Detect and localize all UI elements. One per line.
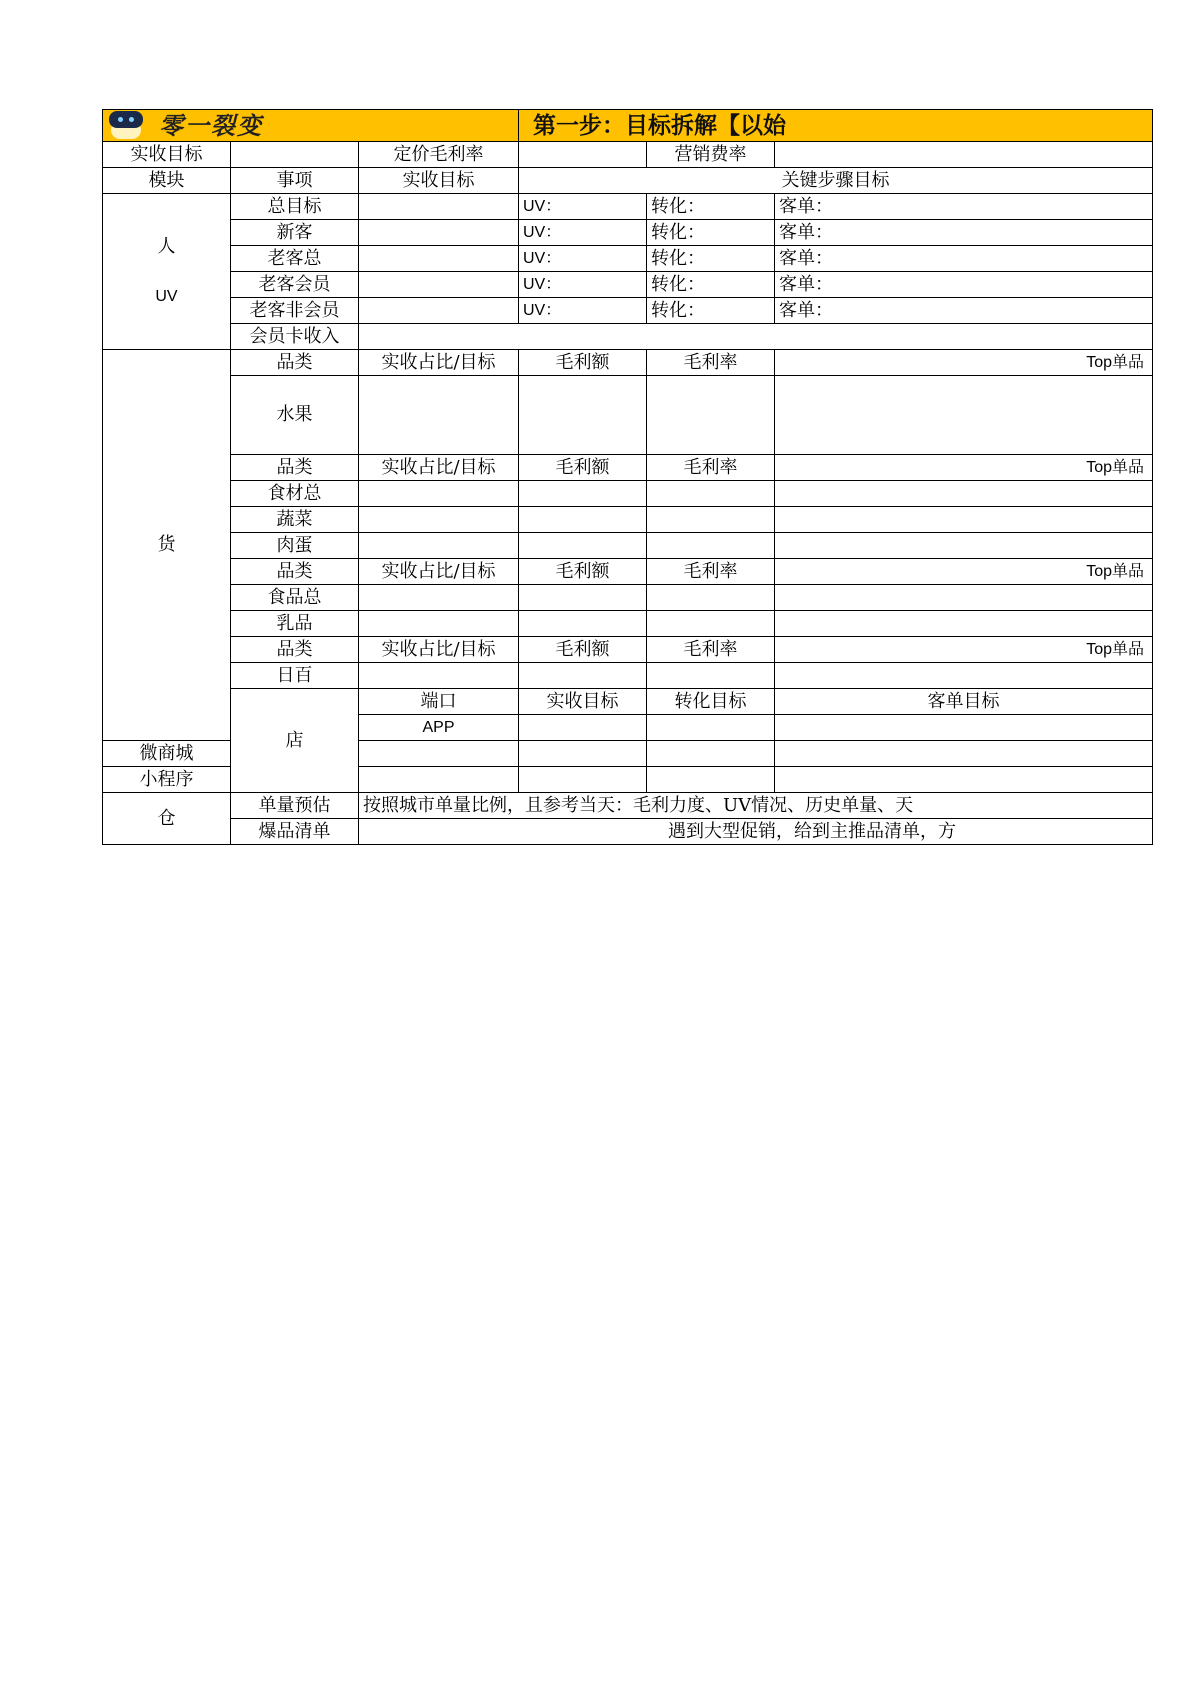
uv-cell[interactable]: UV： xyxy=(519,220,647,246)
robot-logo-icon xyxy=(107,111,147,141)
cell-value[interactable] xyxy=(775,481,1153,507)
table-row xyxy=(103,455,1153,481)
banner-row xyxy=(103,110,1153,142)
col-header: 毛利额 xyxy=(519,637,647,663)
cell-value[interactable] xyxy=(519,481,647,507)
item-label: 爆品清单 xyxy=(231,819,359,845)
table-row xyxy=(103,689,1153,715)
cell-value[interactable] xyxy=(647,533,775,559)
table-row xyxy=(103,793,1153,819)
uv-cell[interactable]: UV： xyxy=(519,298,647,324)
cell-value[interactable] xyxy=(519,376,647,455)
cell-value[interactable] xyxy=(359,585,519,611)
table-row xyxy=(103,585,1153,611)
item-label: 水果 xyxy=(231,376,359,455)
cell-value[interactable] xyxy=(775,663,1153,689)
cell-value[interactable] xyxy=(775,533,1153,559)
table-row xyxy=(103,272,1153,298)
module-people xyxy=(103,194,231,350)
cell-value[interactable] xyxy=(647,741,775,767)
item-label: 老客非会员 xyxy=(231,298,359,324)
header-row xyxy=(103,168,1153,194)
forecast-text: 按照城市单量比例，且参考当天：毛利力度、UV情况、历史单量、天 xyxy=(359,793,1153,819)
cell-value[interactable] xyxy=(359,533,519,559)
item-label: 总目标 xyxy=(231,194,359,220)
col-header: 毛利率 xyxy=(647,637,775,663)
cell-value[interactable] xyxy=(775,507,1153,533)
aov-cell[interactable]: 客单： xyxy=(775,194,1153,220)
col-header: 品类 xyxy=(231,350,359,376)
brand-name: 零一裂变 xyxy=(159,110,263,140)
uv-cell[interactable]: UV： xyxy=(519,272,647,298)
header-cell: 事项 xyxy=(231,168,359,194)
uv-cell[interactable]: UV： xyxy=(519,246,647,272)
item-label: 老客总 xyxy=(231,246,359,272)
cell-value[interactable] xyxy=(519,663,647,689)
col-header: 品类 xyxy=(231,637,359,663)
aov-cell[interactable]: 客单： xyxy=(775,298,1153,324)
cell-value[interactable] xyxy=(775,715,1153,741)
cell-value[interactable] xyxy=(775,767,1153,793)
cell-value[interactable] xyxy=(519,507,647,533)
module-goods: 货 xyxy=(103,350,231,741)
col-header: 实收占比/目标 xyxy=(359,559,519,585)
col-header: 品类 xyxy=(231,559,359,585)
cell-value[interactable] xyxy=(359,741,519,767)
conv-cell[interactable]: 转化： xyxy=(647,194,775,220)
cell-value[interactable] xyxy=(775,585,1153,611)
table-row xyxy=(103,350,1153,376)
cell-value[interactable] xyxy=(359,663,519,689)
cell-value[interactable] xyxy=(359,767,519,793)
cell-value[interactable] xyxy=(775,142,1153,168)
cell-value[interactable] xyxy=(359,481,519,507)
table-row xyxy=(103,533,1153,559)
col-header: 毛利率 xyxy=(647,559,775,585)
cell-value[interactable] xyxy=(647,767,775,793)
cell-value[interactable] xyxy=(359,246,519,272)
table-row xyxy=(103,481,1153,507)
cell-value[interactable] xyxy=(647,663,775,689)
step-title: 第一步：目标拆解【以始 xyxy=(519,110,1153,142)
target-breakdown-table xyxy=(102,109,1153,845)
module-sublabel: UV xyxy=(155,287,178,305)
item-label: 单量预估 xyxy=(231,793,359,819)
table-row xyxy=(103,663,1153,689)
target-row xyxy=(103,142,1153,168)
conv-cell[interactable]: 转化： xyxy=(647,246,775,272)
col-header: 转化目标 xyxy=(647,689,775,715)
cell-value[interactable] xyxy=(775,376,1153,455)
cell-value[interactable] xyxy=(359,194,519,220)
cell-label: 实收目标 xyxy=(103,142,231,168)
table-row xyxy=(103,324,1153,350)
col-header: Top单品 xyxy=(775,637,1153,663)
cell-value[interactable] xyxy=(359,298,519,324)
header-cell: 关键步骤目标 xyxy=(519,168,1153,194)
channel-label: APP xyxy=(359,715,519,741)
cell-value[interactable] xyxy=(647,611,775,637)
cell-value[interactable] xyxy=(519,767,647,793)
module-warehouse: 仓 xyxy=(103,793,231,845)
col-header: Top单品 xyxy=(775,455,1153,481)
col-header: 毛利率 xyxy=(647,455,775,481)
channel-label: 微商城 xyxy=(103,741,231,767)
col-header: 客单目标 xyxy=(775,689,1153,715)
cell-value[interactable] xyxy=(359,611,519,637)
cell-value[interactable] xyxy=(231,142,359,168)
conv-cell[interactable]: 转化： xyxy=(647,220,775,246)
item-label: 蔬菜 xyxy=(231,507,359,533)
table-row xyxy=(103,376,1153,455)
col-header: 品类 xyxy=(231,455,359,481)
item-label: 乳品 xyxy=(231,611,359,637)
item-label: 新客 xyxy=(231,220,359,246)
table-row xyxy=(103,298,1153,324)
col-header: 毛利额 xyxy=(519,455,647,481)
col-header: 实收目标 xyxy=(519,689,647,715)
item-label: 肉蛋 xyxy=(231,533,359,559)
module-label: 人 xyxy=(157,235,176,257)
cell-value[interactable] xyxy=(775,741,1153,767)
table-row xyxy=(103,819,1153,845)
cell-label: 定价毛利率 xyxy=(359,142,519,168)
cell-value[interactable] xyxy=(359,220,519,246)
item-label: 食材总 xyxy=(231,481,359,507)
cell-value[interactable] xyxy=(519,715,647,741)
item-label: 日百 xyxy=(231,663,359,689)
item-label: 会员卡收入 xyxy=(231,324,359,350)
cell-value[interactable] xyxy=(775,611,1153,637)
uv-cell[interactable]: UV： xyxy=(519,194,647,220)
cell-value[interactable] xyxy=(519,741,647,767)
cell-value[interactable] xyxy=(359,376,519,455)
table-row xyxy=(103,611,1153,637)
col-header: 端口 xyxy=(359,689,519,715)
cell-value[interactable] xyxy=(519,611,647,637)
col-header: 实收占比/目标 xyxy=(359,637,519,663)
aov-cell[interactable]: 客单： xyxy=(775,246,1153,272)
hot-list-text: 遇到大型促销，给到主推品清单，方 xyxy=(359,819,1153,845)
cell-value[interactable] xyxy=(519,585,647,611)
col-header: 实收占比/目标 xyxy=(359,350,519,376)
module-store: 店 xyxy=(231,689,359,793)
table-row xyxy=(103,220,1153,246)
cell-value[interactable] xyxy=(359,272,519,298)
col-header: 毛利额 xyxy=(519,559,647,585)
col-header: 实收占比/目标 xyxy=(359,455,519,481)
aov-cell[interactable]: 客单： xyxy=(775,220,1153,246)
cell-value[interactable] xyxy=(519,533,647,559)
table-row xyxy=(103,507,1153,533)
cell-value[interactable] xyxy=(647,376,775,455)
cell-value[interactable] xyxy=(359,507,519,533)
col-header: Top单品 xyxy=(775,350,1153,376)
table-row xyxy=(103,559,1153,585)
table-row xyxy=(103,246,1153,272)
table-row xyxy=(103,194,1153,220)
cell-label: 营销费率 xyxy=(647,142,775,168)
cell-value[interactable] xyxy=(647,507,775,533)
cell-value[interactable] xyxy=(647,715,775,741)
cell-value[interactable] xyxy=(519,142,647,168)
conv-cell[interactable]: 转化： xyxy=(647,298,775,324)
header-cell: 模块 xyxy=(103,168,231,194)
item-label: 食品总 xyxy=(231,585,359,611)
col-header: 毛利额 xyxy=(519,350,647,376)
spreadsheet xyxy=(102,109,1145,845)
item-label: 老客会员 xyxy=(231,272,359,298)
cell-value[interactable] xyxy=(647,481,775,507)
cell-value[interactable] xyxy=(647,585,775,611)
aov-cell[interactable]: 客单： xyxy=(775,272,1153,298)
channel-label: 小程序 xyxy=(103,767,231,793)
cell-value[interactable] xyxy=(359,324,1153,350)
col-header: Top单品 xyxy=(775,559,1153,585)
table-row xyxy=(103,637,1153,663)
col-header: 毛利率 xyxy=(647,350,775,376)
conv-cell[interactable]: 转化： xyxy=(647,272,775,298)
header-cell: 实收目标 xyxy=(359,168,519,194)
